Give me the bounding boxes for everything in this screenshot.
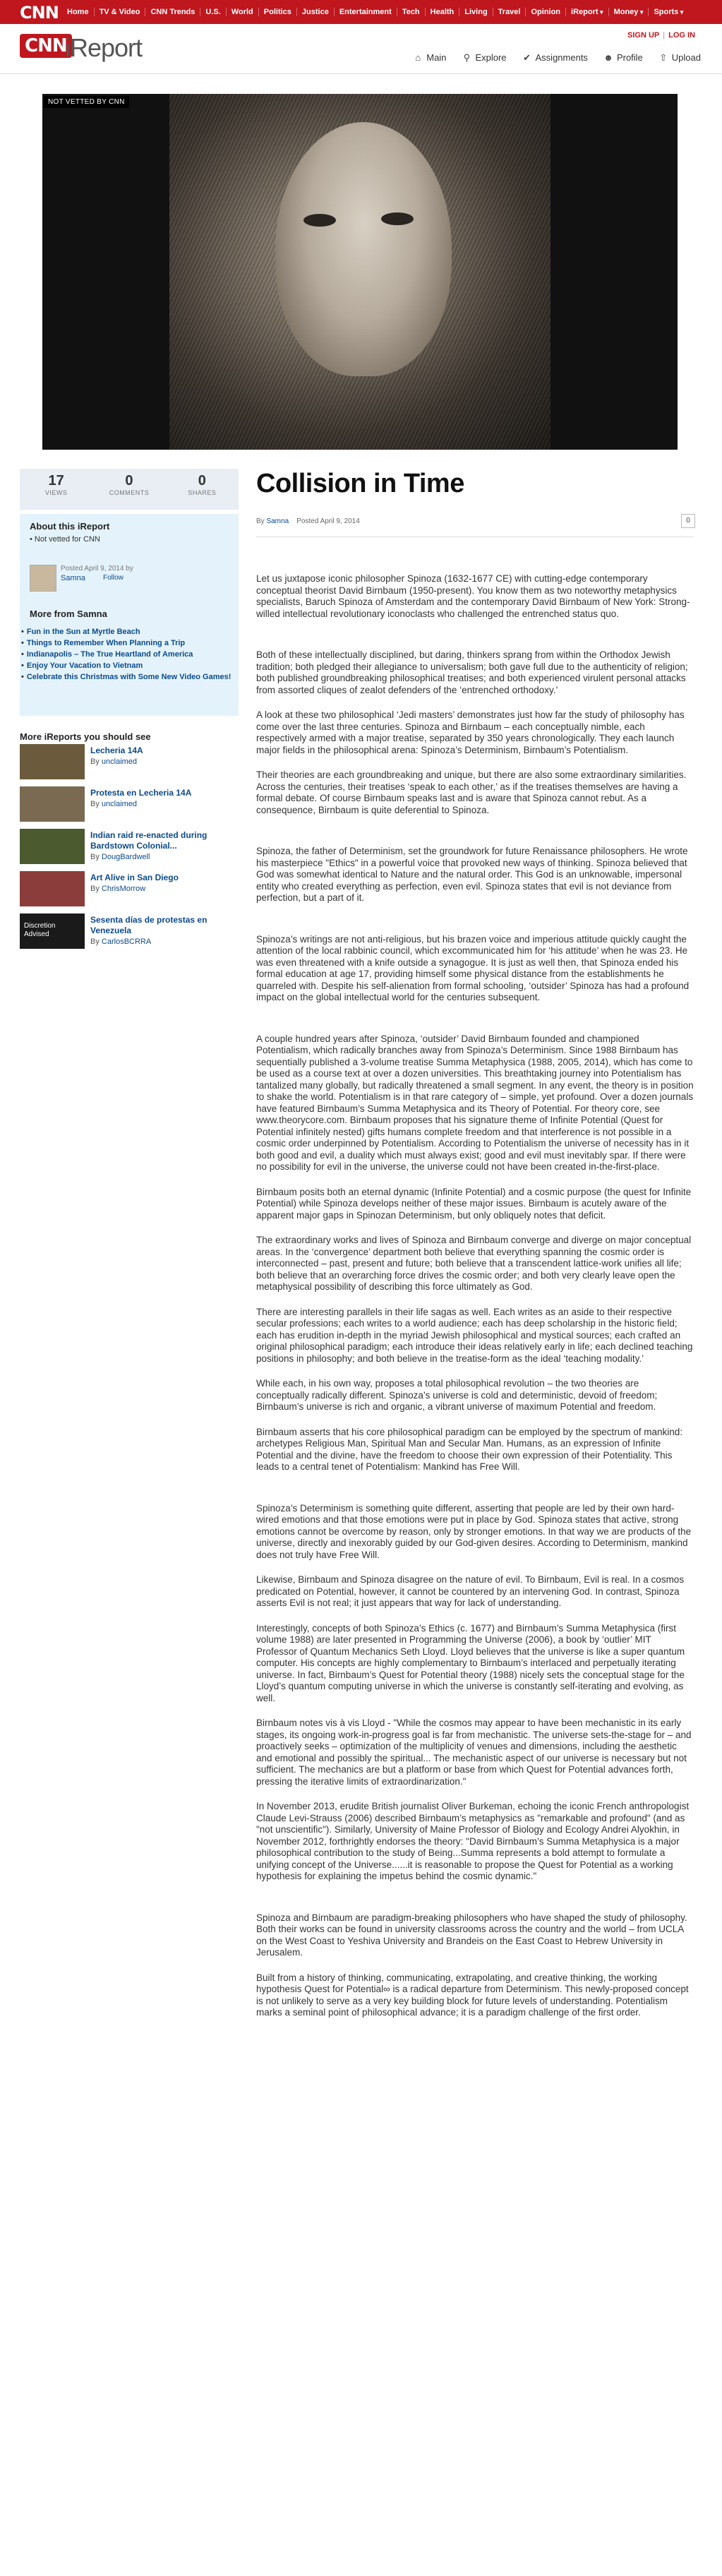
checkmark-icon: ✔ xyxy=(523,52,531,63)
top-nav-link[interactable]: Tech xyxy=(397,8,425,16)
suggestion-item[interactable] xyxy=(20,829,239,868)
article-paragraph: Spinoza, the father of Determinism, set the groundwork for future Renaissance philosophers. He wrote his masterpiece "Ethics" in a powerful voice that provoked new ways of thinking. Spinoza believed that God was somewhat identical to Nature and the natural order. This God is an unknowable, impersonal entity who created everything as perfection, even evil. Spinoza states that evil is not deviance from perfection, but a part of it. xyxy=(256,846,688,903)
upload-icon: ⇧ xyxy=(659,52,668,63)
cnn-top-nav xyxy=(0,0,722,24)
nav-assignments[interactable]: ✔ Assignments xyxy=(523,52,588,63)
stat-views: 17 VIEWS xyxy=(44,473,68,496)
suggestion-title[interactable]: Art Alive in San Diego xyxy=(90,873,179,882)
article-paragraph: Built from a history of thinking, communicating, extrapolating, and creative thinking, the working hypothesis Quest for Potential∞ is a radical departure from Determinism. This newly-proposed concept is not unlikely to serve as a very key building block for future levels of understanding. Potentialism marks a seminal point of philosophical advance; it is a paradigm challenge of the first order. xyxy=(256,1972,689,2018)
suggestion-item[interactable] xyxy=(20,744,239,784)
suggestion-thumbnail[interactable] xyxy=(20,829,85,864)
top-nav-link[interactable]: Politics xyxy=(258,8,296,16)
suggestion-thumbnail[interactable] xyxy=(20,744,85,779)
suggestion-item[interactable] xyxy=(20,913,239,953)
top-nav-link[interactable]: CNN Trends xyxy=(145,8,200,16)
more-from-item[interactable]: • Celebrate this Christmas with Some New Video Games! xyxy=(28,672,233,682)
suggestion-item[interactable] xyxy=(20,786,239,826)
sign-up-link[interactable]: SIGN UP xyxy=(627,31,660,40)
ireport-site-nav xyxy=(413,52,701,63)
article-paragraph: Spinoza’s writings are not anti-religious, but his brazen voice and imperious attitude quickly caught the attention of the local rabbinic council, which excommunicated him for ‘his attitude’ when he was 23. He was even threatened with a knife outside a synagogue. It is just as well then, that Spinoza ended his formal education at age 17, providing himself some physical distance from the establishments he quarreled with. Despite his self-alienation from formal schooling, ‘outsider’ Spinoza has had a profound impact on the global intellectual world for the centuries subsequent. xyxy=(256,933,690,1002)
author-avatar[interactable] xyxy=(30,565,56,592)
home-icon: ⌂ xyxy=(415,52,421,63)
ireport-header xyxy=(0,24,722,74)
nav-explore[interactable]: ⚲ Explore xyxy=(462,52,506,63)
article-paragraph: The extraordinary works and lives of Spinoza and Birnbaum converge and diverge on major conceptual areas. In the ‘convergence’ department both believe that everything spanning the cosmic order is interconnected – past, present and future; both believe that a transcendent lattice-work unifies all life; both believe that an overarching force drives the cosmic order; and both very clearly leave open the metaphysical possibility of describing this force ultimately as God. xyxy=(256,1235,692,1292)
cnn-logo-badge[interactable]: CNN xyxy=(20,34,72,58)
article-paragraph: There are interesting parallels in their life sagas as well. Each writes as an aside to their respective secular professions; each writes to a world audience; each has deep scholarship in the historic field; each has erudition in-depth in the myriad Jewish philosophical and mystical sources; each crafted an original philosophical paradigm; each introduce their ideas relatively early in life; each declined teaching positions in philosophy; and both believe in the treatise-form as the ideal ‘teaching modality.’ xyxy=(256,1306,693,1364)
suggestion-item[interactable] xyxy=(20,871,239,911)
top-nav-link[interactable]: Travel xyxy=(493,8,526,16)
author-link[interactable]: Samna xyxy=(266,517,289,525)
search-icon: ⚲ xyxy=(463,52,471,63)
article-paragraph: A look at these two philosophical ‘Jedi masters’ demonstrates just how far the study of philosophy has come over the last three centuries. Spinoza and Birnbaum – each conceptually nimble, each respectively armed with a major treatise, separated by 350 years chronologically. They each launch major fields in the philosophical arena: Spinoza’s Determinism, Birnbaum’s Potentialism. xyxy=(256,709,685,755)
person-icon: ☻ xyxy=(603,52,613,63)
top-nav-link[interactable]: Health xyxy=(425,8,459,16)
article-paragraph: Spinoza and Birnbaum are paradigm-breaking philosophers who have shaped the study of philosophy. Both their works can be found in university classrooms across the country and the world – from UCLA on the West Coast to Yeshiva University and Brandeis on the East Coast to Hebrew University in Jerusalem. xyxy=(256,1912,687,1958)
top-nav-links xyxy=(62,0,688,24)
nav-profile[interactable]: ☻ Profile xyxy=(603,52,643,63)
nav-upload[interactable]: ⇧ Upload xyxy=(659,52,701,63)
ireport-logo[interactable]: iReport xyxy=(65,33,143,62)
top-nav-link[interactable]: Entertainment xyxy=(334,8,397,16)
article-paragraph: Birnbaum notes vis à vis Lloyd - "While the cosmos may appear to have been mechanistic in its early stages, its ongoing work-in-progress goal is far from mechanistic. The universe sets-the-stage for – and proactively seeks – optimization of the multiplicity of venues and dimensions, including the aesthetic and emotional and possibly the spiritual... The mechanistic aspect of our universe is necessary but not sufficient. The mechanics are but a platform or base from which Quest for Potential advances forth, pressing the iterative limits of extraordinarization." xyxy=(256,1718,692,1787)
top-nav-link[interactable]: iReport ▾ xyxy=(565,8,608,16)
top-nav-link[interactable]: Justice xyxy=(296,8,334,16)
suggestion-title[interactable]: Protesta en Lecheria 14A xyxy=(90,788,192,798)
article-body xyxy=(256,573,694,2032)
cnn-logo[interactable]: CNN xyxy=(20,3,59,23)
article-paragraph: Spinoza’s Determinism is something quite different, asserting that people are led by their own hard-wired emotions and that those emotions were put in place by God. Spinoza states that active, strong emotions cannot be overcome by reason, only by stronger emotions. In that way we are products of the universe, directly and inexorably guided by our God-given desires. According to Determinism, mankind does not truly have Free Will. xyxy=(256,1502,692,1560)
article-paragraph: While each, in his own way, proposes a total philosophical revolution – the two theories are conceptually radically different. Spinoza’s universe is cold and deterministic, devoid of freedom; Birnbaum’s universe is rich and organic, a vibrant universe of maximum Potential and freedom. xyxy=(256,1378,658,1412)
top-nav-link[interactable]: Money ▾ xyxy=(608,8,649,16)
suggestion-byline: By unclaimed xyxy=(90,800,138,808)
top-nav-link[interactable]: TV & Video xyxy=(94,8,145,16)
suggestion-author[interactable]: unclaimed xyxy=(101,757,138,766)
article-paragraph: In November 2013, erudite British journalist Oliver Burkeman, echoing the iconic French anthropologist Claude Levi-Strauss (2006) described Birnbaum’s metaphysics as "remarkable and profound" (and as "not unscientific"). Similarly, University of Maine Professor of Biology and Ecology Andrei Alyokhin, in November 2012, forthrightly endorses the theory: "David Birnbaum’s Summa Metaphysica is a major philosophical contribution to the study of Being...Summa represents a bold attempt to formulate a unifying concept of the Universe......it is reasonable to propose the Quest for Potential as a working hypothesis for explaining the impetus behind the cosmic dynamic." xyxy=(256,1801,690,1881)
more-from-item[interactable]: • Fun in the Sun at Myrtle Beach xyxy=(28,627,233,637)
top-nav-link[interactable]: U.S. xyxy=(200,8,225,16)
about-title: About this iReport xyxy=(30,521,110,532)
account-links xyxy=(627,31,695,40)
discretion-overlay: Discretion Advised xyxy=(24,922,56,938)
about-item: • Not vetted for CNN xyxy=(30,535,100,544)
separator: | xyxy=(663,31,666,40)
article-paragraph: Birnbaum posits both an eternal dynamic (Infinite Potential) and a cosmic purpose (the quest for Infinite Potential) while Spinoza develops neither of these major issues. Birnbaum is acutely aware of the apparent major gaps in Spinozan Determinism, but only obliquely notes that deficit. xyxy=(256,1186,692,1221)
article-paragraph: Birnbaum asserts that his core philosophical paradigm can be employed by the spectrum of mankind: archetypes Religious Man, Spiritual Man and Secular Man. Humans, as an expression of Infinite Potential and the divine, have the freedom to choose their own expression of their Potentiality. This leads to a central tenet of Potentialism: Mankind has Free Will. xyxy=(256,1426,683,1472)
suggestion-thumbnail[interactable] xyxy=(20,871,85,906)
suggestion-byline: By ChrisMorrow xyxy=(90,885,146,893)
suggestion-byline: By CarlosBCRRA xyxy=(90,937,152,946)
suggestion-byline: By unclaimed xyxy=(90,757,138,766)
log-in-link[interactable]: LOG IN xyxy=(668,31,695,40)
more-from-item[interactable]: • Things to Remember When Planning a Trip xyxy=(28,638,233,648)
top-nav-link[interactable]: Living xyxy=(459,8,492,16)
article-paragraph: Likewise, Birnbaum and Spinoza disagree on the nature of evil. To Birnbaum, Evil is real. In a cosmos predicated on Potential, however, it cannot be countered by an intervening God. In contrast, Spinoza asserts Evil is not real; it just appears that way for lack of understanding. xyxy=(256,1574,685,1608)
suggestion-byline: By DougBardwell xyxy=(90,853,150,861)
more-from-item[interactable]: • Indianapolis – The True Heartland of America xyxy=(28,649,233,659)
suggestion-author[interactable]: unclaimed xyxy=(101,800,138,808)
comment-count-badge[interactable]: 0 xyxy=(681,514,695,528)
author-link[interactable]: Samna xyxy=(61,574,85,582)
follow-button[interactable]: Follow xyxy=(103,574,124,582)
article-title: Collision in Time xyxy=(256,469,464,498)
suggestion-title[interactable]: Indian raid re-enacted during Bardstown Colonial... xyxy=(90,830,207,851)
top-nav-link[interactable]: Sports ▾ xyxy=(648,8,688,16)
suggestion-thumbnail[interactable] xyxy=(20,913,85,949)
suggestion-author[interactable]: CarlosBCRRA xyxy=(101,937,152,946)
stat-comments[interactable]: 0 COMMENTS xyxy=(109,473,150,496)
suggestion-author[interactable]: ChrisMorrow xyxy=(101,885,146,893)
article-paragraph: Let us juxtapose iconic philosopher Spinoza (1632-1677 CE) with cutting-edge contemporary conceptual theorist David Birnbaum (1950-present). You know them as two noteworthy metaphysics specialists, Baruch Spinoza of Amsterdam and the contemporary David Birnbaum of New York: Strong-willed intellectual revolutionary iconoclasts who challenged the entrenched status quo. xyxy=(256,573,690,619)
nav-main[interactable]: ⌂ Main xyxy=(413,52,446,63)
suggestion-title[interactable]: Lecheria 14A xyxy=(90,745,143,755)
more-from-list xyxy=(28,627,233,683)
article-paragraph: Interestingly, concepts of both Spinoza’s Ethics (c. 1677) and Birnbaum’s Summa Metaphysica (first volume 1988) are later presented in Programming the Universe (2006), a book by ‘outlier’ MIT Professor of Quantum Mechanics Seth Lloyd. Lloyd believes that the universe is like a super quantum computer. His concepts are highly complementary to Birnbaum’s interlaced and perpetually iterating universe. In fact, Birnbaum’s Quest for Potential theory (1988) nicely sets the conceptual stage for the Lloyd’s quantum computing universe in which the universe is constantly self-iterating and evolving, as well. xyxy=(256,1622,685,1703)
top-nav-link[interactable]: Opinion xyxy=(525,8,565,16)
article-paragraph: Their theories are each groundbreaking and unique, but there are also some extraordinary similarities. Across the centuries, their treatises ‘speak to each other,’ as if the treatises themselves are having a formal debate. Of course Birnbaum speaks last and is aware that Spinoza cannot rebut. As a consequence, Birnbaum is quite deferential to Spinoza. xyxy=(256,769,687,815)
suggestion-author[interactable]: DougBardwell xyxy=(101,853,150,861)
more-from-title: More from Samna xyxy=(30,609,107,619)
suggestion-title[interactable]: Sesenta días de protestas en Venezuela xyxy=(90,915,207,935)
more-from-item[interactable]: • Enjoy Your Vacation to Vietnam xyxy=(28,661,233,671)
article-paragraph: A couple hundred years after Spinoza, ‘outsider’ David Birnbaum founded and championed Potentialism, which radically branches away from Spinoza’s Determinism. Since 1988 Birnbaum has sequentially published a 3-volume treatise Summa Metaphysica (1988, 2005, 2014), which has come to be used as a course text at over a dozen universities. This breathtaking journey into Potentialism has tantalized many globally, but radically threatened a small segment. In any event, the theory is in position to shake the world. Potentialism is in that rare category of – simple, yet profound. Over a dozen journals have featured Birnbaum’s Summa Metaphysica and its Theory of Potential. For theory core, see www.theorycore.com. Birnbaum proposes that his signature theme of Infinite Potential (Quest for Potential infinitely nested) gifts humans complete freedom and that interference is not possible in a cosmic order underpinned by Potentialism. According to Potentialism the universe of necessity has in it both good and evil, a duality which must always exist; good and evil must inevitably spar. If there were no possibility for evil in the universe, the universe could not have been created in-the-first-place. xyxy=(256,1033,694,1172)
suggestions-title: More iReports you should see xyxy=(20,731,151,742)
hero-image xyxy=(42,94,678,450)
stat-shares[interactable]: 0 SHARES xyxy=(188,473,217,496)
posted-date: Posted April 9, 2014 by xyxy=(61,565,133,573)
portrait-face xyxy=(275,122,452,376)
stats-bar xyxy=(20,469,239,510)
not-vetted-badge: NOT VETTED BY CNN xyxy=(44,96,129,108)
byline: By Samna Posted April 9, 2014 xyxy=(256,517,360,525)
top-nav-link[interactable]: World xyxy=(226,8,258,16)
suggestion-thumbnail[interactable] xyxy=(20,786,85,822)
top-nav-link[interactable]: Home xyxy=(67,8,89,16)
article-paragraph: Both of these intellectually disciplined, but daring, thinkers sprang from within the Orthodox Jewish tradition; both pledged their allegiance to universalism; both gave full due to the authenticity of religion; both published groundbreaking philosophical treatises; and both experienced virulent personal attacks from assorted cliques of zealot defenders of the ‘entrenched orthodoxy.’ xyxy=(256,649,688,695)
